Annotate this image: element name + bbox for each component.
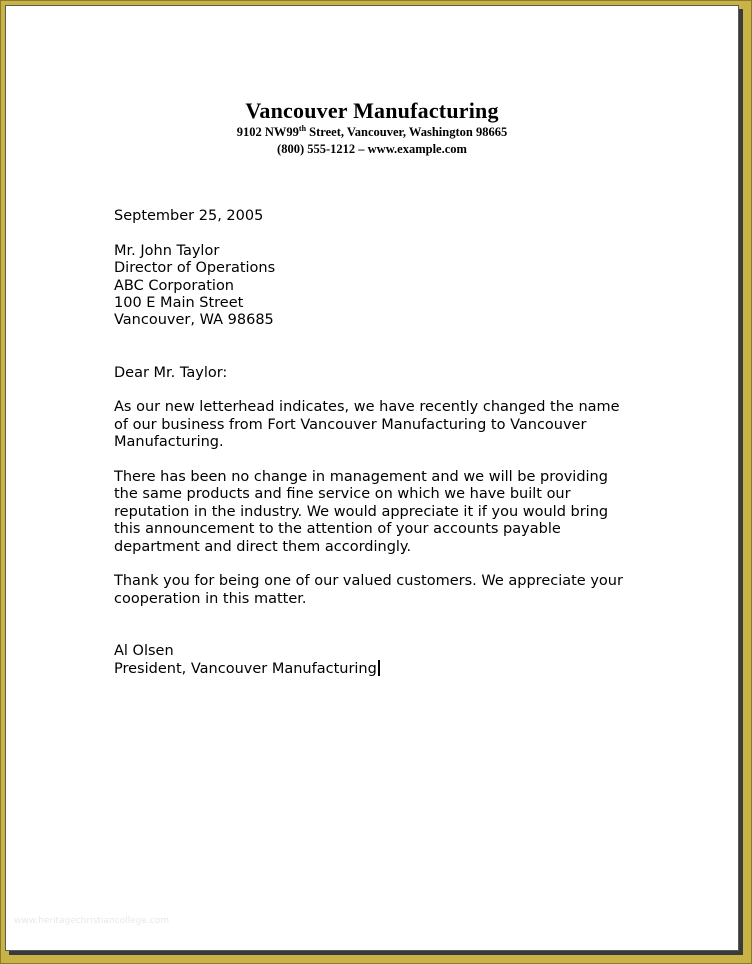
letter-date: September 25, 2005 bbox=[114, 208, 264, 224]
address-ordinal-suffix: th bbox=[298, 123, 307, 133]
salutation: Dear Mr. Taylor: bbox=[114, 364, 228, 381]
recipient-line: ABC Corporation bbox=[114, 277, 235, 294]
paragraph-line: Thank you for being one of our valued customers. We appreciate your bbox=[114, 573, 623, 590]
recipient-line: 100 E Main Street bbox=[114, 295, 244, 312]
paragraph-line: There has been no change in management and we will be providing bbox=[114, 469, 608, 486]
paragraph-1 bbox=[114, 399, 674, 451]
paragraph-line: Manufacturing. bbox=[114, 434, 224, 451]
recipient-address bbox=[114, 243, 674, 330]
paragraph-line: this announcement to the attention of your accounts payable bbox=[114, 521, 561, 538]
signature-name: Al Olsen bbox=[114, 643, 174, 660]
paragraph-line: reputation in the industry. We would appreciate it if you would bring bbox=[114, 503, 609, 520]
company-address bbox=[6, 124, 738, 141]
paragraph-line: of our business from Fort Vancouver Manufacturing to Vancouver bbox=[114, 416, 587, 433]
watermark: www.heritagechristiancollege.com bbox=[14, 916, 169, 926]
text-cursor bbox=[378, 660, 380, 676]
paragraph-line: department and direct them accordingly. bbox=[114, 538, 412, 555]
company-name: Vancouver Manufacturing bbox=[245, 98, 499, 123]
address-rest: Street, Vancouver, Washington 98665 bbox=[306, 125, 508, 139]
signature-title-line bbox=[114, 660, 674, 678]
letter-body[interactable] bbox=[114, 208, 674, 679]
signature-title: President, Vancouver Manufacturing bbox=[114, 661, 377, 678]
recipient-line: Director of Operations bbox=[114, 260, 276, 277]
paragraph-2 bbox=[114, 469, 674, 556]
recipient-line: Vancouver, WA 98685 bbox=[114, 312, 274, 329]
paragraph-line: the same products and fine service on which we have built our bbox=[114, 486, 571, 503]
letter-page bbox=[5, 5, 739, 951]
paragraph-line: cooperation in this matter. bbox=[114, 590, 307, 607]
letterhead bbox=[6, 98, 738, 158]
address-street-number: 9102 NW99 bbox=[236, 125, 299, 139]
paragraph-3 bbox=[114, 573, 674, 608]
company-contact: (800) 555-1212 – www.example.com bbox=[277, 142, 467, 156]
paragraph-line: As our new letterhead indicates, we have recently changed the name bbox=[114, 399, 620, 416]
recipient-line: Mr. John Taylor bbox=[114, 242, 220, 259]
